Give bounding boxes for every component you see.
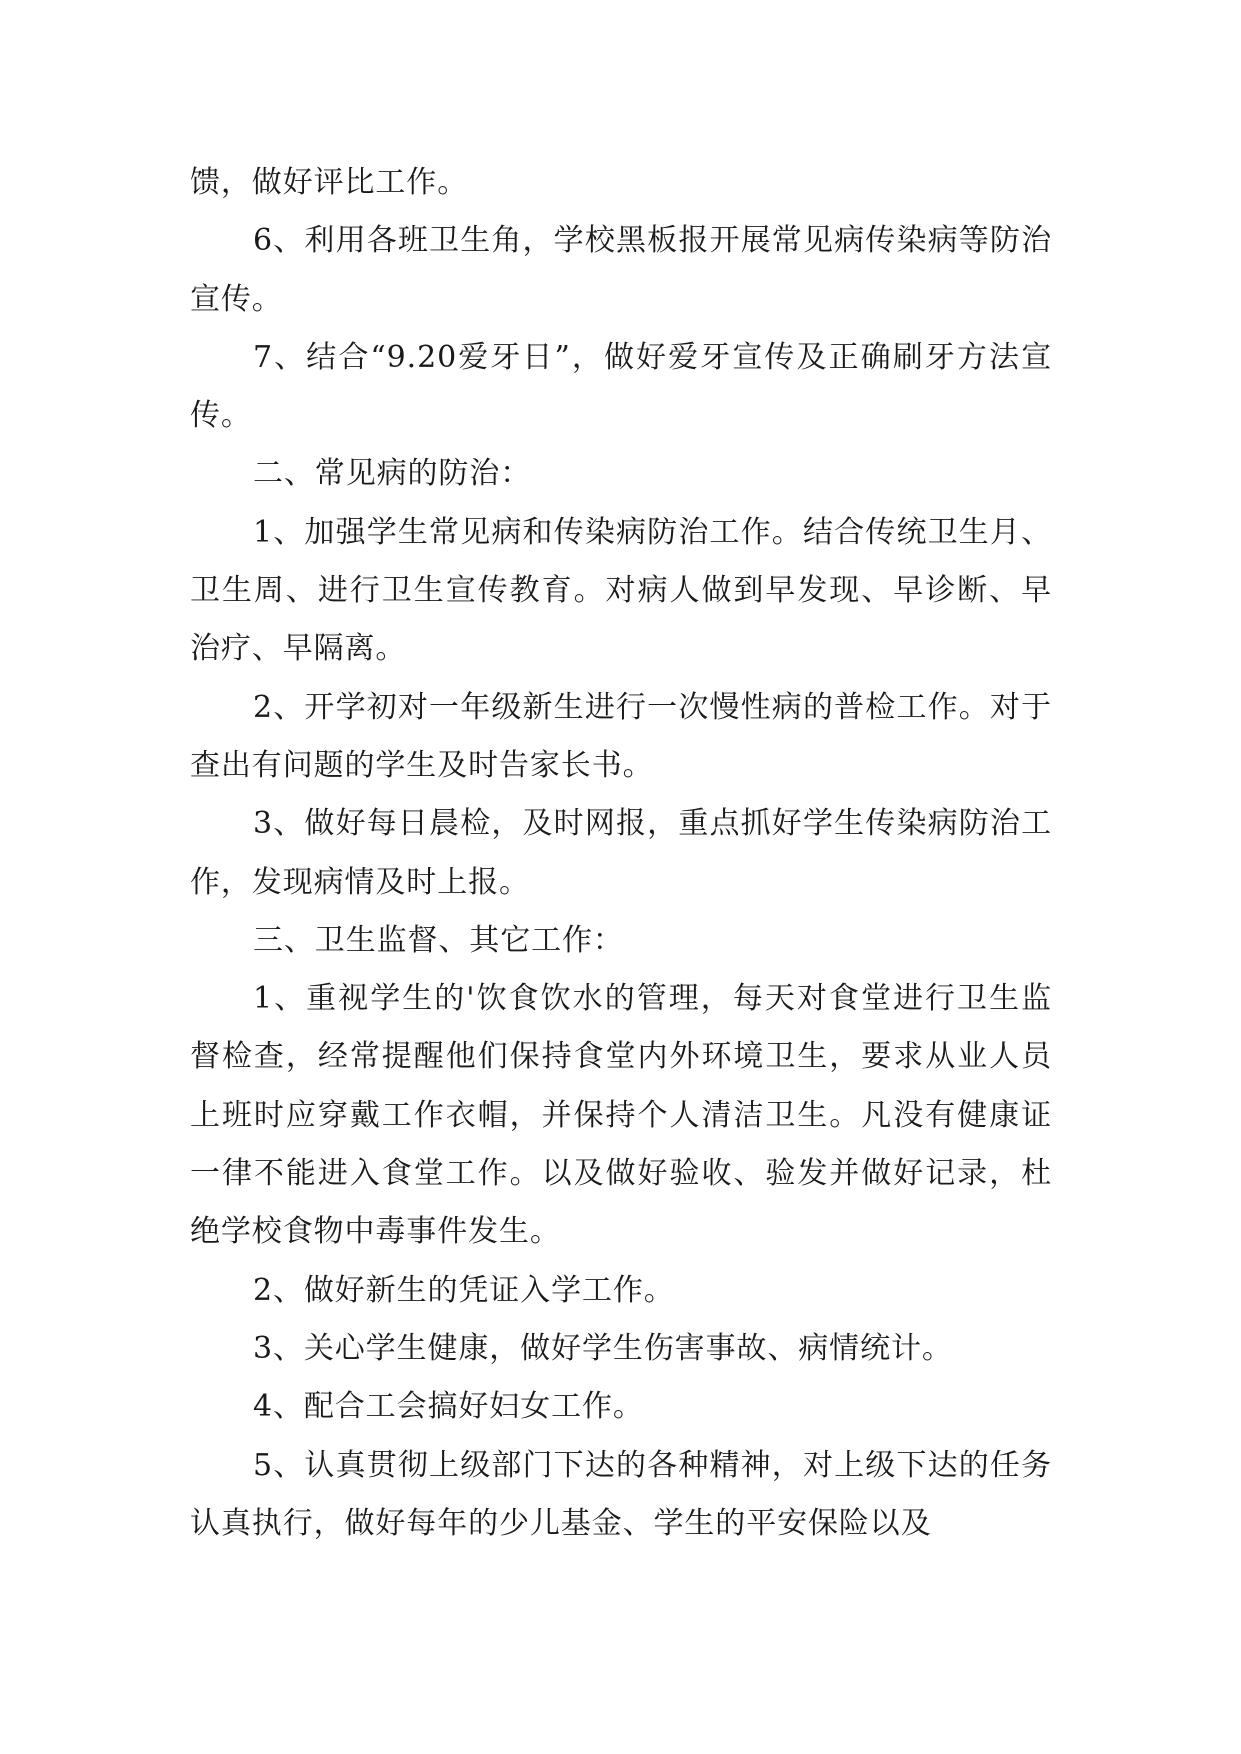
paragraph-section3-item-5: 5、认真贯彻上级部门下达的各种精神，对上级下达的任务认真执行，做好每年的少儿基金、学生的平安保险以及 bbox=[190, 1447, 1052, 1541]
paragraph-section2-item-3: 3、做好每日晨检，及时网报，重点抓好学生传染病防治工作，发现病情及时上报。 bbox=[190, 806, 1052, 900]
paragraph-section3-item-2: 2、做好新生的凭证入学工作。 bbox=[253, 1272, 675, 1308]
paragraph-section3-item-1: 1、重视学生的'饮食饮水的管理，每天对食堂进行卫生监督检查，经常提醒他们保持食堂内外环境卫生，要求从业人员上班时应穿戴工作衣帽，并保持个人清洁卫生。凡没有健康证一律不能进入食堂工作。以及做好验收、验发并做好记录，杜绝学校食物中毒事件发生。 bbox=[190, 981, 1052, 1250]
paragraph-item-6: 6、利用各班卫生角，学校黑板报开展常见病传染病等防治宣传。 bbox=[190, 223, 1052, 317]
paragraph-section3-item-4: 4、配合工会搞好妇女工作。 bbox=[253, 1389, 644, 1425]
paragraph-section2-item-2: 2、开学初对一年级新生进行一次慢性病的普检工作。对于查出有问题的学生及时告家长书。 bbox=[190, 689, 1052, 783]
section-heading-3: 三、卫生监督、其它工作： bbox=[253, 922, 624, 958]
document-body bbox=[190, 154, 1052, 1553]
paragraph-item-7: 7、结合“9.20爱牙日”，做好爱牙宣传及正确刷牙方法宣传。 bbox=[190, 339, 1052, 434]
paragraph-section3-item-3: 3、关心学生健康，做好学生伤害事故、病情统计。 bbox=[253, 1330, 953, 1366]
section-heading-2: 二、常见病的防治： bbox=[253, 456, 532, 492]
paragraph-continuation: 馈，做好评比工作。 bbox=[190, 165, 469, 200]
paragraph-section2-item-1: 1、加强学生常见病和传染病防治工作。结合传统卫生月、卫生周、进行卫生宣传教育。对病人做到早发现、早诊断、早治疗、早隔离。 bbox=[190, 514, 1052, 667]
